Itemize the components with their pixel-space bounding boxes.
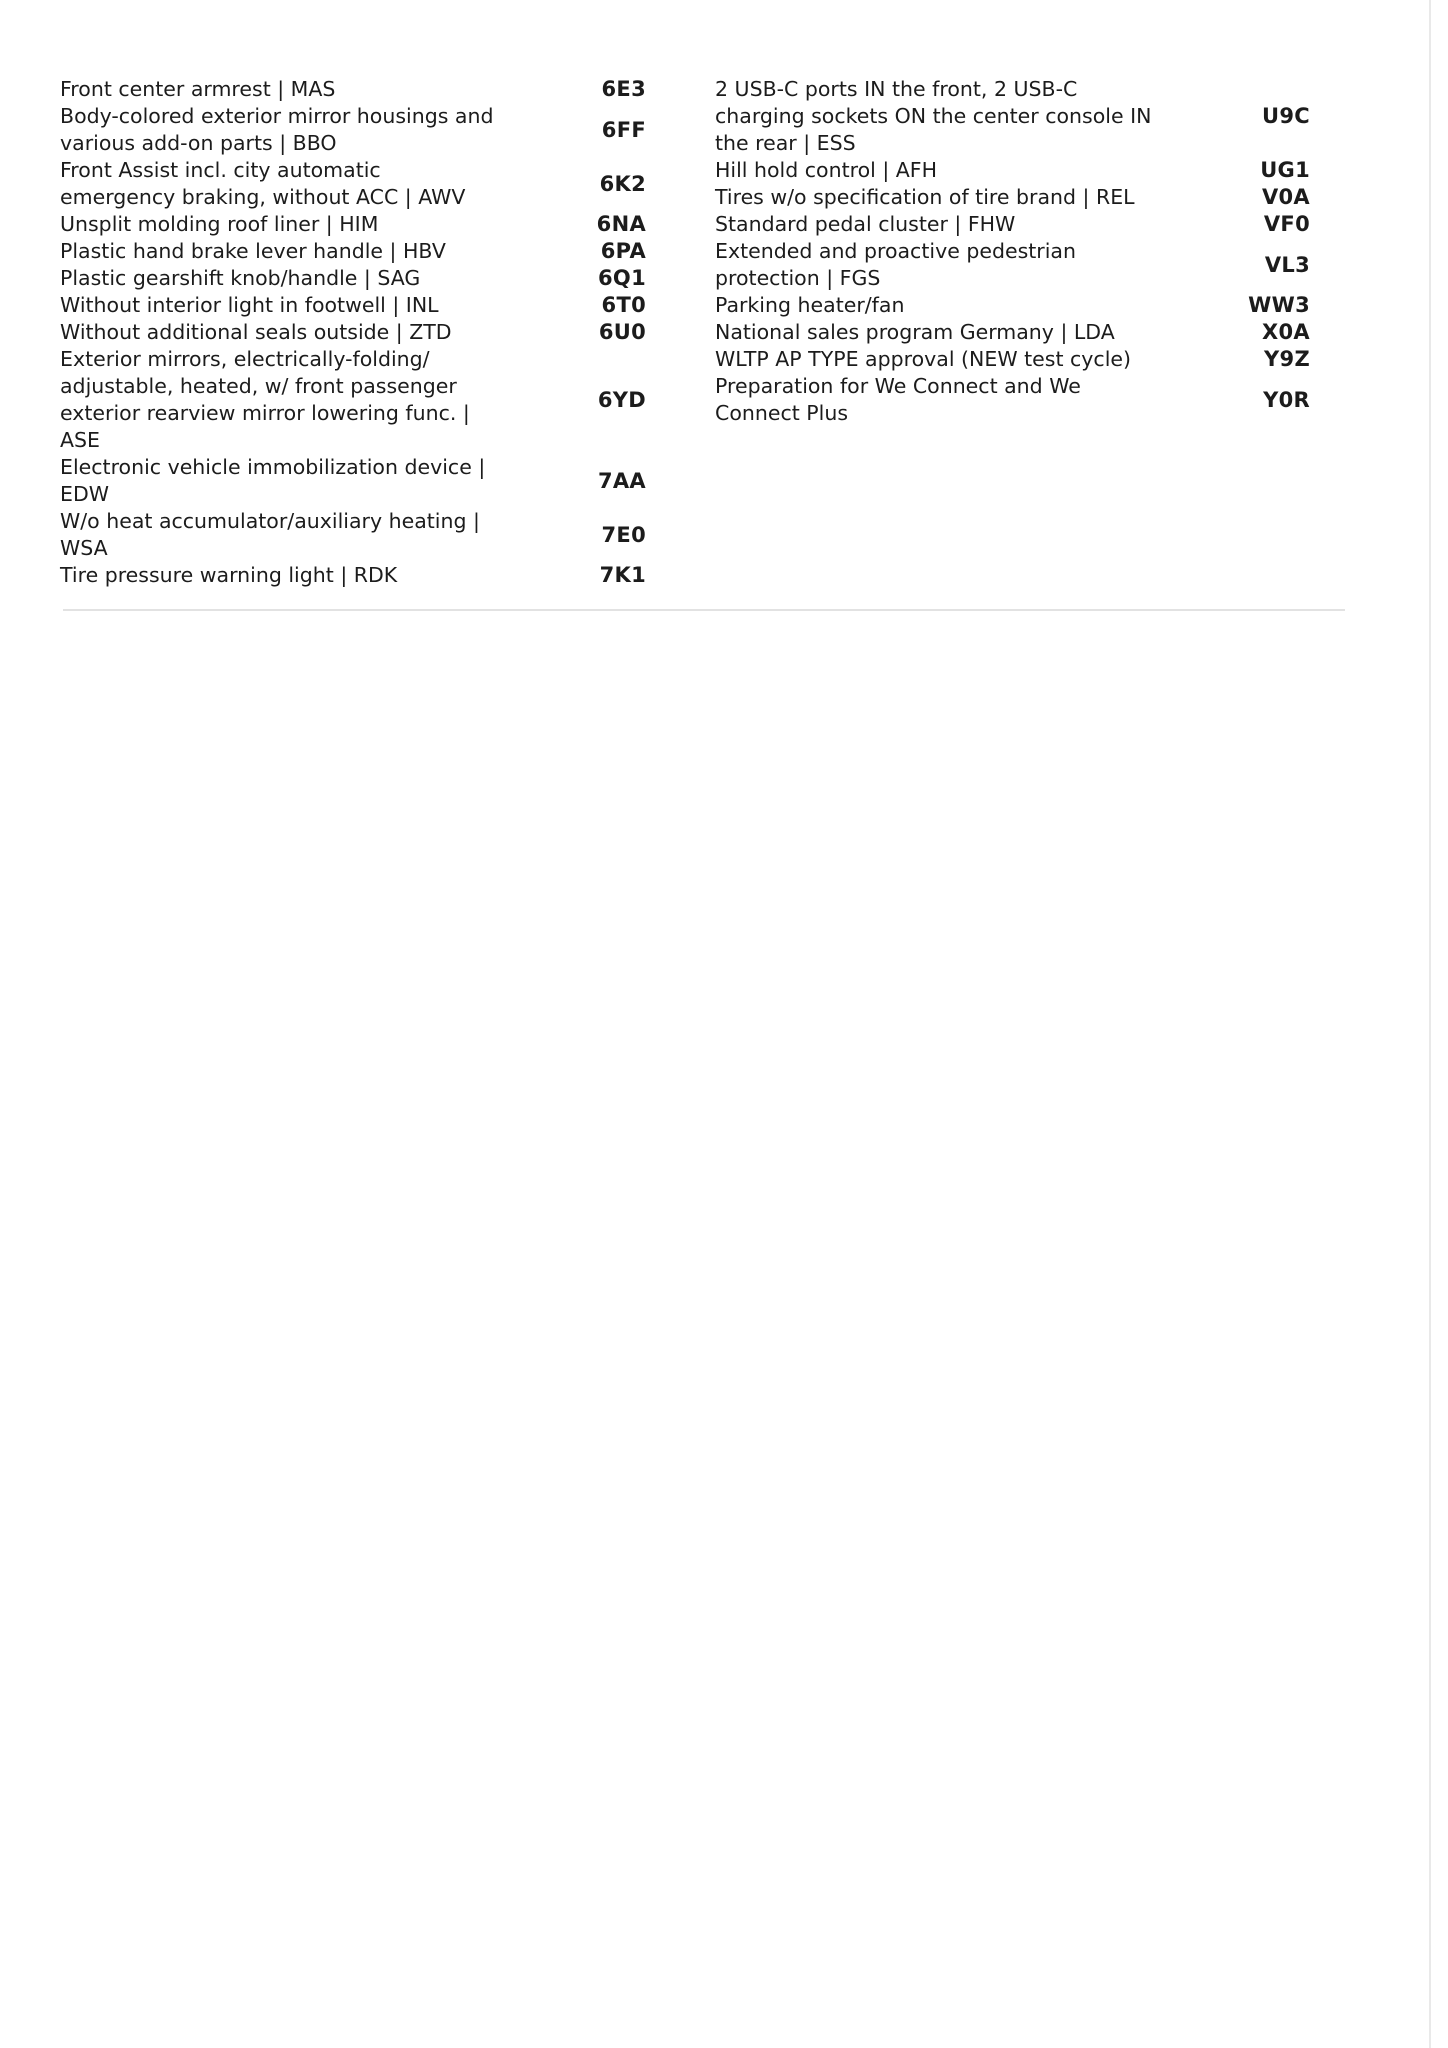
equipment-description: Hill hold control | AFH (715, 158, 938, 182)
equipment-description: Tire pressure warning light | RDK (60, 563, 398, 587)
equipment-code: 6Q1 (598, 266, 646, 290)
equipment-code: Y0R (1263, 387, 1310, 412)
equipment-code: X0A (1262, 320, 1310, 344)
section-divider (63, 609, 1345, 611)
equipment-code: 6U0 (598, 320, 646, 344)
equipment-code: VF0 (1263, 212, 1310, 236)
equipment-description: Unsplit molding roof liner | HIM (60, 212, 379, 236)
equipment-list-left (60, 76, 646, 589)
equipment-code: UG1 (1260, 158, 1310, 182)
equipment-code: VL3 (1264, 252, 1310, 277)
equipment-code: 6E3 (601, 77, 646, 101)
equipment-description: Extended and proactive pedestrian protection | FGS (715, 239, 1076, 290)
equipment-code: 6T0 (601, 293, 646, 317)
equipment-code: 6PA (600, 239, 646, 263)
equipment-description: Without interior light in footwell | INL (60, 293, 439, 317)
equipment-code: 6FF (601, 117, 646, 142)
equipment-code: WW3 (1248, 293, 1310, 317)
equipment-description: Electronic vehicle immobilization device | EDW (60, 455, 486, 506)
equipment-code: 6YD (597, 387, 646, 412)
equipment-code: 6NA (596, 212, 646, 236)
equipment-description: Standard pedal cluster | FHW (715, 212, 1016, 236)
equipment-description: W/o heat accumulator/auxiliary heating | WSA (60, 509, 480, 560)
equipment-description: Plastic gearshift knob/handle | SAG (60, 266, 421, 290)
equipment-description: Front center armrest | MAS (60, 77, 336, 101)
page-edge-shadow (1429, 0, 1431, 2048)
equipment-description: Parking heater/fan (715, 293, 905, 317)
equipment-code: 6K2 (599, 171, 646, 196)
equipment-description: Tires w/o specification of tire brand | REL (715, 185, 1135, 209)
equipment-list-right (715, 76, 1310, 427)
equipment-description: National sales program Germany | LDA (715, 320, 1115, 344)
equipment-description: Preparation for We Connect and We Connect Plus (715, 374, 1081, 425)
equipment-code: 7K1 (599, 563, 646, 587)
equipment-description: Without additional seals outside | ZTD (60, 320, 452, 344)
equipment-description: Exterior mirrors, electrically-folding/ adjustable, heated, w/ front passenger exterior rearview mirror lowering func. | ASE (60, 347, 470, 452)
equipment-description: Body-colored exterior mirror housings and various add-on parts | BBO (60, 104, 494, 155)
equipment-description: 2 USB-C ports IN the front, 2 USB-C charging sockets ON the center console IN the rear | ESS (715, 77, 1152, 155)
equipment-description: WLTP AP TYPE approval (NEW test cycle) (715, 347, 1131, 371)
equipment-code: 7E0 (601, 522, 646, 547)
equipment-code: Y9Z (1264, 347, 1310, 371)
equipment-description: Front Assist incl. city automatic emergency braking, without ACC | AWV (60, 158, 466, 209)
equipment-description: Plastic hand brake lever handle | HBV (60, 239, 446, 263)
equipment-code: V0A (1261, 185, 1310, 209)
equipment-code: 7AA (597, 468, 646, 493)
equipment-code: U9C (1262, 104, 1310, 128)
